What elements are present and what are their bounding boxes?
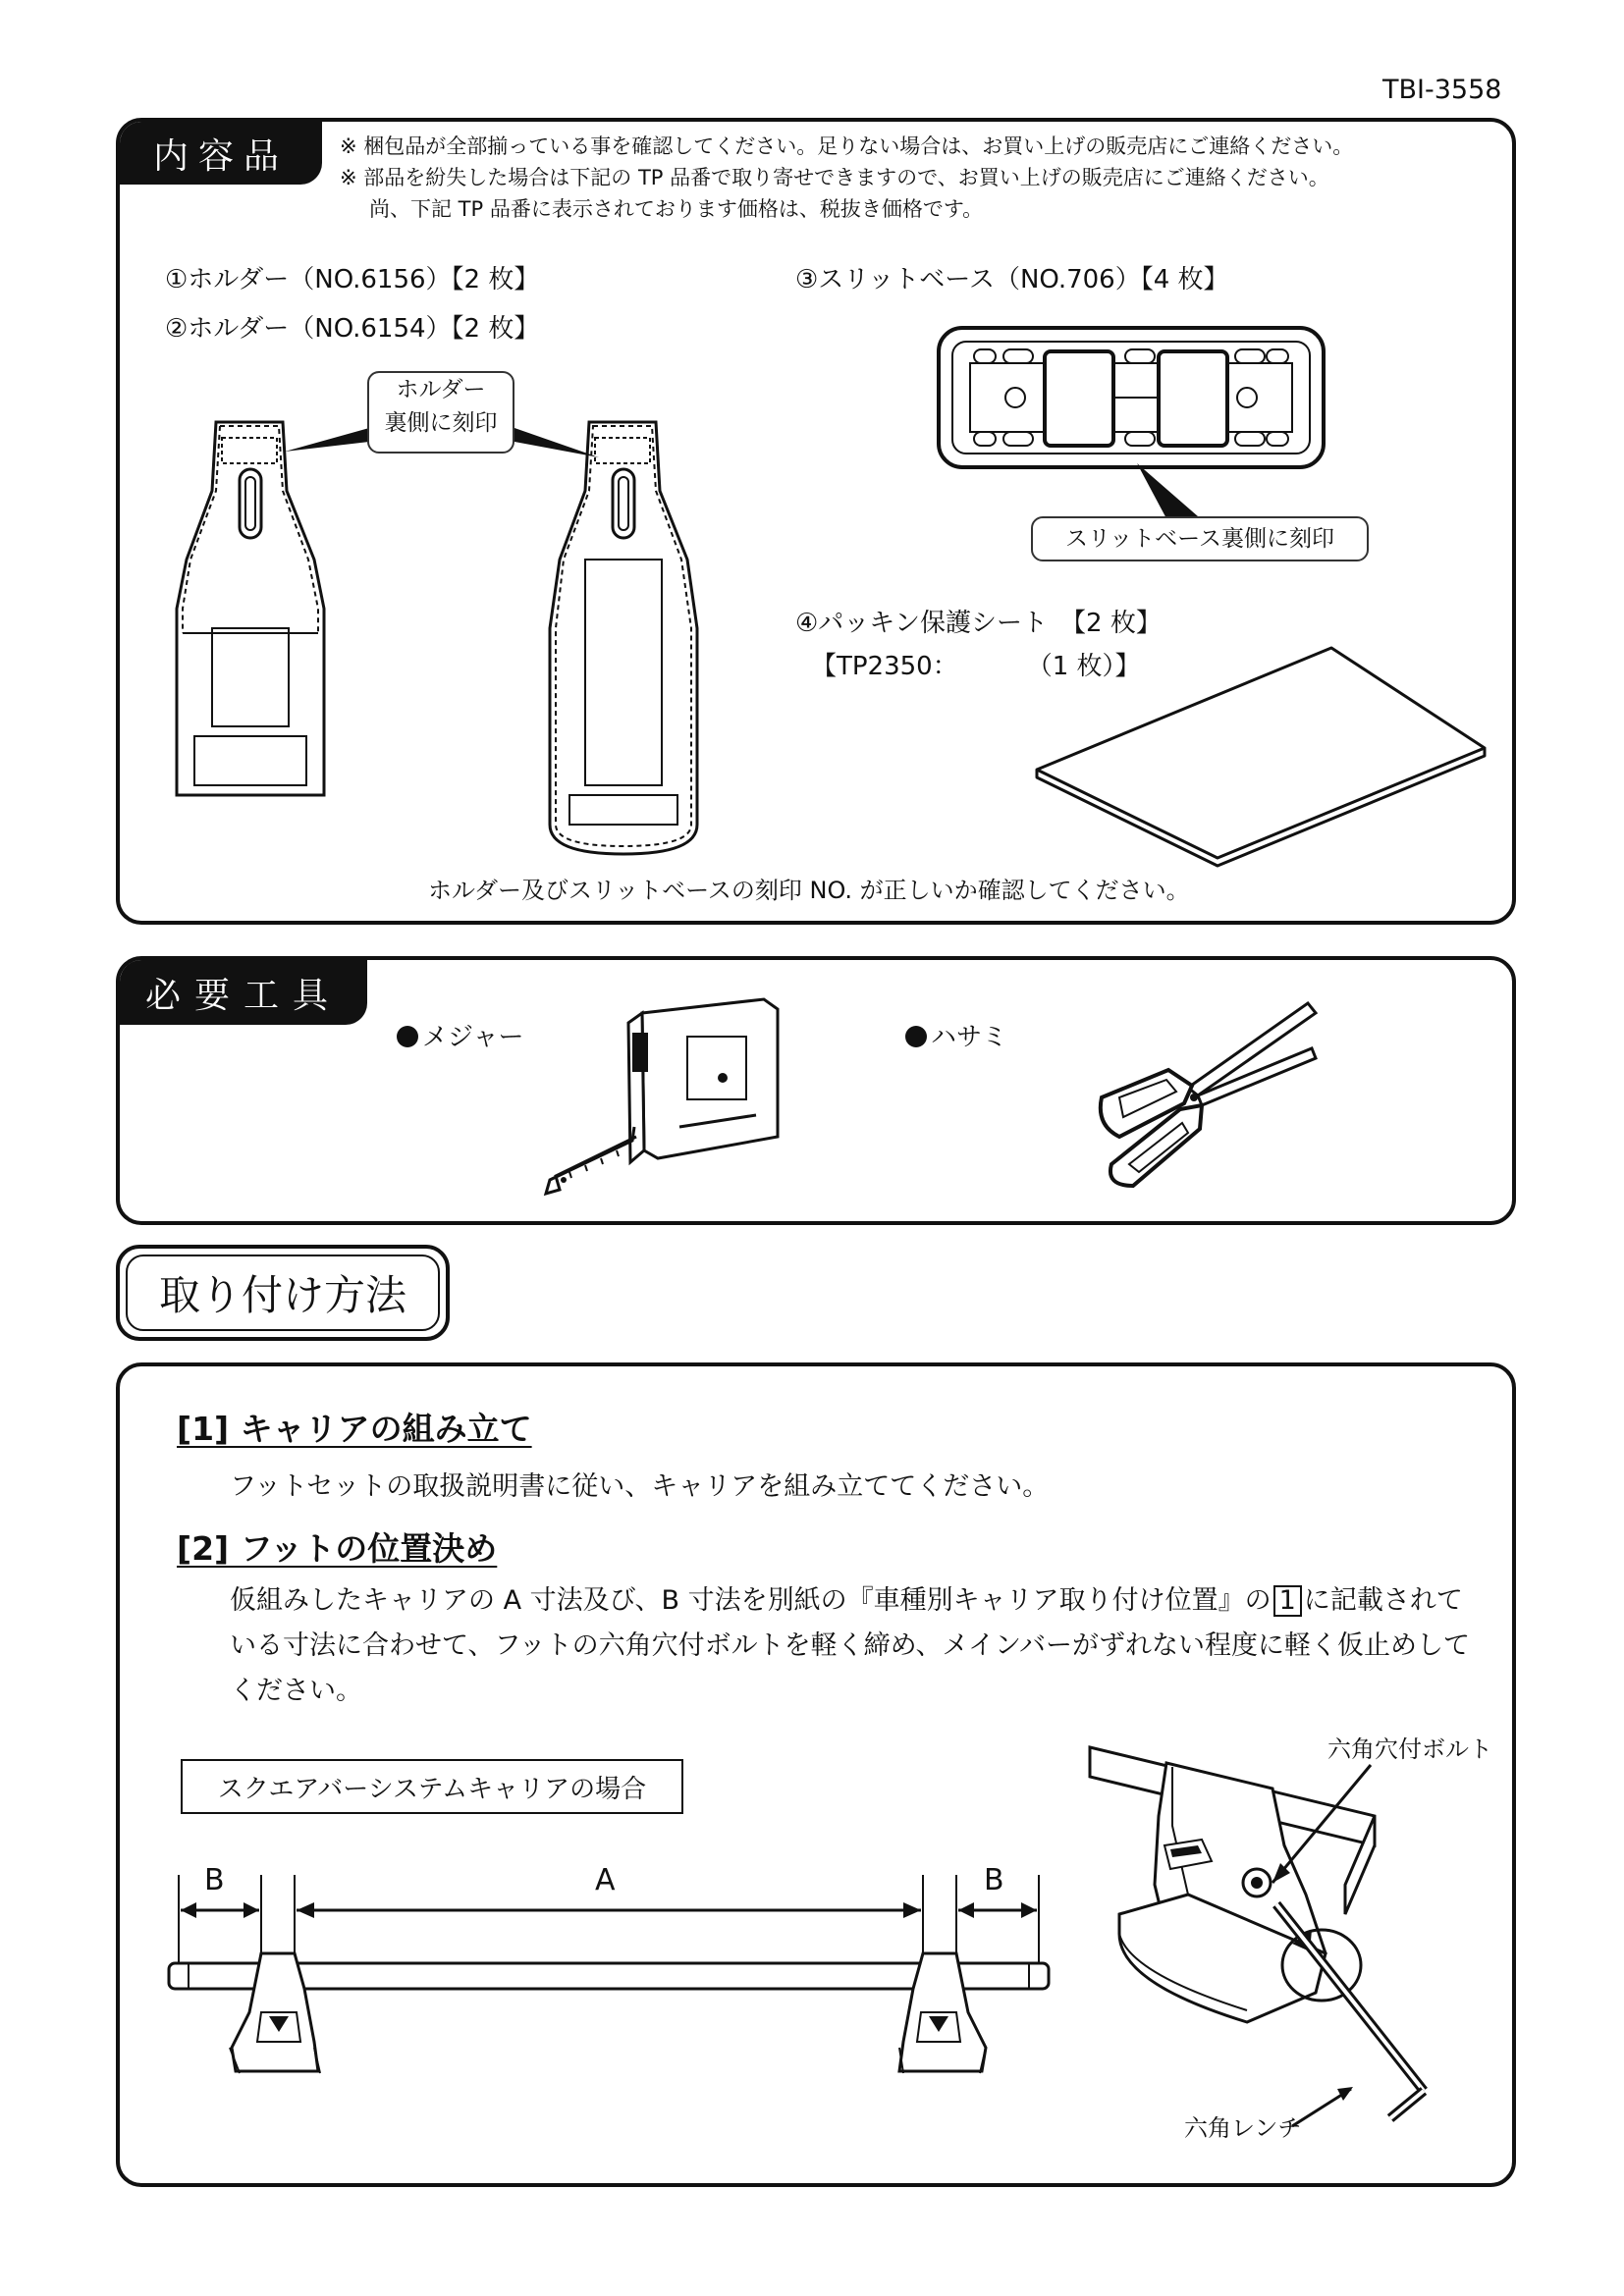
scissors-icon <box>1090 993 1326 1190</box>
item-slit-base: ③スリットベース（NO.706）【4 枚】 <box>795 265 1229 294</box>
carrier-bar-icon <box>167 1855 1060 2091</box>
item-holder-6156: ①ホルダー（NO.6156）【2 枚】 <box>165 265 540 294</box>
dim-b-left: B <box>204 1863 225 1897</box>
wrench-label: 六角レンチ <box>1184 2114 1302 2142</box>
step2-text: 仮組みしたキャリアの A 寸法及び、B 寸法を別紙の『車種別キャリア取り付け位置』の 1 に記載されている寸法に合わせて、フットの六角穴付ボルトを軽く締め、メインバーがずれない程度に軽く仮止めしてください。 <box>230 1585 1471 1706</box>
system-label: スクエアバーシステムキャリアの場合 <box>217 1774 647 1804</box>
contents-footer: ホルダー及びスリットベースの刻印 NO. が正しいか確認してください。 <box>428 877 1190 904</box>
tools-tab: 必要工具 <box>120 960 367 1025</box>
holder-icon <box>540 412 707 864</box>
method-title: 取り付け方法 <box>158 1271 406 1319</box>
contents-tab: 内容品 <box>120 122 322 185</box>
slit-base-icon <box>935 324 1327 471</box>
step1-title: [1] キャリアの組み立て <box>177 1410 532 1448</box>
holder-icon <box>167 412 334 805</box>
note-1: ※ 梱包品が全部揃っている事を確認してください。足りない場合は、お買い上げの販売店にご連絡ください。 <box>340 134 1354 158</box>
note-3: 尚、下記 TP 品番に表示されております価格は、税抜き価格です。 <box>369 197 984 221</box>
packing-sheet-icon <box>1031 640 1492 866</box>
system-label-box <box>181 1759 683 1814</box>
tool-measure-label: メジャー <box>397 1017 523 1053</box>
note-2: ※ 部品を紛失した場合は下記の TP 品番で取り寄せできますので、お買い上げの販売店にご連絡ください。 <box>340 166 1329 189</box>
dim-a: A <box>595 1863 616 1897</box>
dim-b-right: B <box>984 1863 1004 1897</box>
step1-text: フットセットの取扱説明書に従い、キャリアを組み立ててください。 <box>230 1471 1050 1502</box>
item-packing-sheet-tp: 【TP2350： （1 枚）】 <box>811 652 1141 681</box>
bullet-icon <box>905 1026 927 1047</box>
step2-title: [2] フットの位置決め <box>177 1529 498 1568</box>
item-packing-sheet: ④パッキン保護シート 【2 枚】 <box>795 609 1162 638</box>
bullet-icon <box>397 1026 418 1047</box>
tool-scissors-label: ハサミ <box>905 1017 1007 1053</box>
ref-number-box: 1 <box>1273 1585 1302 1617</box>
bolt-label: 六角穴付ボルト <box>1327 1735 1492 1763</box>
holder-stamp-callout: ホルダー 裏側に刻印 <box>367 371 514 454</box>
tape-measure-icon <box>530 993 785 1209</box>
method-title-inner <box>126 1255 440 1331</box>
foot-closeup-icon <box>1080 1737 1492 2150</box>
document-code: TBI-3558 <box>1382 75 1502 105</box>
item-holder-6154: ②ホルダー（NO.6154）【2 枚】 <box>165 314 540 344</box>
slit-stamp-callout: スリットベース裏側に刻印 <box>1031 516 1369 561</box>
